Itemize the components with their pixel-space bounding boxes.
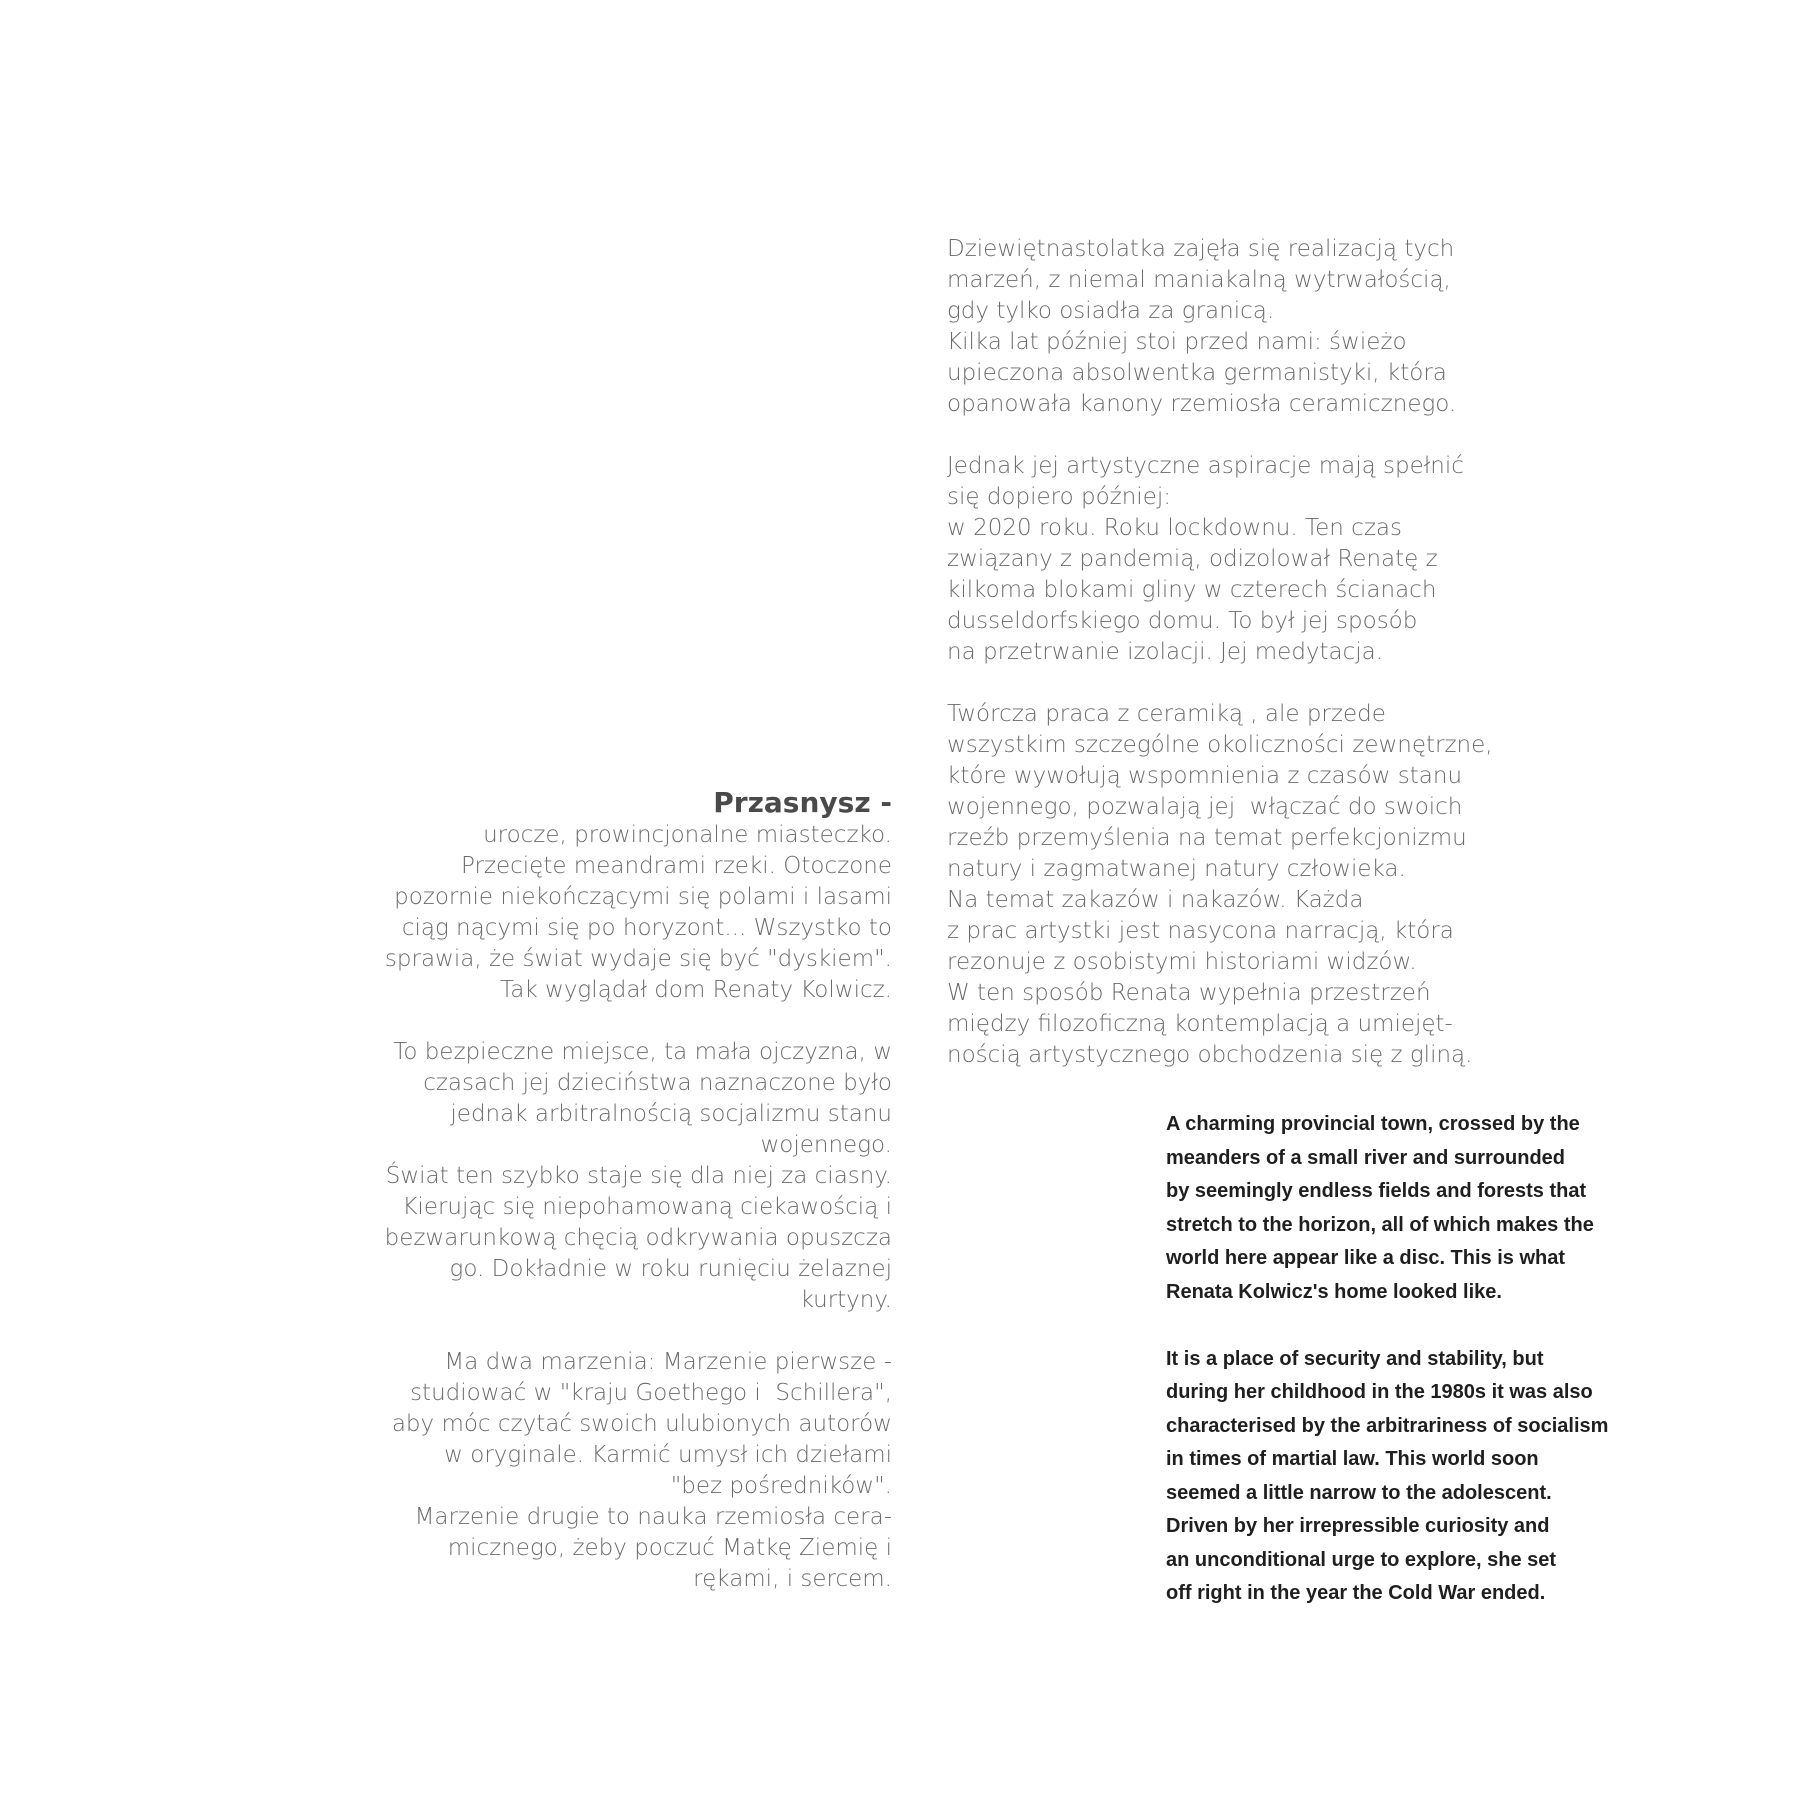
text-line: Twórcza praca z ceramiką , ale przede <box>947 701 1386 727</box>
text-line: To bezpieczne miejsce, ta mała ojczyzna, w <box>393 1039 892 1065</box>
text-line: W ten sposób Renata wypełnia przestrzeń <box>947 980 1431 1006</box>
paragraph-gap <box>340 1006 892 1037</box>
text-line: się dopiero później: <box>947 484 1171 510</box>
text-line: rzeźb przemyślenia na temat perfekcjonizmu <box>947 825 1467 851</box>
text-line: by seemingly endless fields and forests that <box>1166 1180 1587 1202</box>
text-line: kurtyny. <box>800 1287 892 1313</box>
text-line: marzeń, z niemal maniakalną wytrwałością, <box>947 267 1451 293</box>
text-line: Na temat zakazów i nakazów. Każda <box>947 887 1364 913</box>
text-line: Renata Kolwicz's home looked like. <box>1166 1280 1502 1303</box>
text-line: opanowała kanony rzemiosła ceramicznego. <box>947 391 1457 417</box>
text-line: z prac artystki jest nasycona narracją, która <box>947 918 1454 944</box>
text-line: an unconditional urge to explore, she set <box>1166 1548 1557 1571</box>
paragraph-gap <box>340 1316 892 1347</box>
text-line: w oryginale. Karmić umysł ich dziełami <box>444 1442 892 1468</box>
paragraph <box>1166 1108 1666 1309</box>
text-line: urocze, prowincjonalne miasteczko. <box>483 822 892 848</box>
paragraph <box>947 451 1567 668</box>
text-line: Świat ten szybko staje się dla niej za ciasny. <box>385 1163 892 1189</box>
text-line: między filozoficzną kontemplacją a umiejęt- <box>947 1011 1453 1037</box>
text-line: pozornie niekończącymi się polami i lasami <box>394 884 892 910</box>
text-line: upieczona absolwentka germanistyki, która <box>947 360 1447 386</box>
text-line: jednak arbitralnością socjalizmu stanu <box>450 1101 892 1127</box>
paragraph <box>340 820 892 1006</box>
text-line: Marzenie drugie to nauka rzemiosła cera- <box>414 1504 892 1530</box>
text-line: go. Dokładnie w roku runięciu żelaznej <box>449 1256 892 1282</box>
text-line: studiować w "kraju Goethego i Schillera", <box>410 1380 892 1406</box>
text-line: Driven by her irrepressible curiosity and <box>1166 1515 1550 1537</box>
paragraph-gap <box>1166 1309 1666 1343</box>
text-line: in times of martial law. This world soon <box>1166 1448 1539 1470</box>
paragraph-gap <box>947 668 1567 699</box>
paragraph <box>947 699 1567 1071</box>
paragraph <box>947 234 1567 420</box>
text-line: Przecięte meandrami rzeki. Otoczone <box>460 853 892 879</box>
paragraph-gap <box>947 420 1567 451</box>
text-line: czasach jej dzieciństwa naznaczone było <box>423 1070 892 1096</box>
text-line: Dziewiętnastolatka zajęła się realizacją tych <box>947 236 1455 262</box>
text-line: seemed a little narrow to the adolescent. <box>1166 1481 1552 1504</box>
text-line: nością artystycznego obchodzenia się z gliną. <box>947 1042 1473 1068</box>
text-line: wojennego. <box>760 1132 892 1158</box>
text-line: Kilka lat później stoi przed nami: świeżo <box>947 329 1407 355</box>
text-line: kilkoma blokami gliny w czterech ścianach <box>947 577 1437 603</box>
text-line: A charming provincial town, crossed by the <box>1166 1113 1580 1135</box>
text-line: ciąg nącymi się po horyzont... Wszystko to <box>401 915 892 941</box>
polish-text-column-middle <box>947 234 1567 1071</box>
polish-text-column-left <box>340 786 892 1595</box>
text-line: Kierując się niepohamowaną ciekawością i <box>402 1194 892 1220</box>
text-line: natury i zagmatwanej natury człowieka. <box>947 856 1406 882</box>
text-line: sprawia, że świat wydaje się być "dyskiem". <box>384 946 892 972</box>
text-line: wszystkim szczególne okoliczności zewnętrzne, <box>947 732 1493 758</box>
text-line: aby móc czytać swoich ulubionych autorów <box>391 1411 892 1437</box>
english-text-column <box>1166 1108 1666 1611</box>
text-line: meanders of a small river and surrounded <box>1166 1146 1566 1169</box>
paragraph <box>1166 1343 1666 1611</box>
paragraph <box>340 1037 892 1316</box>
text-line: dusseldorfskiego domu. To był jej sposób <box>947 608 1418 634</box>
text-line: w 2020 roku. Roku lockdownu. Ten czas <box>947 515 1402 541</box>
text-line: micznego, żeby poczuć Matkę Ziemię i <box>447 1535 892 1561</box>
paragraph <box>340 1347 892 1595</box>
text-line: na przetrwanie izolacji. Jej medytacja. <box>947 639 1384 665</box>
text-line: world here appear like a disc. This is what <box>1166 1247 1566 1269</box>
text-line: "bez pośredników". <box>670 1473 892 1499</box>
text-line: rezonuje z osobistymi historiami widzów. <box>947 949 1417 975</box>
text-line: off right in the year the Cold War ended. <box>1166 1582 1546 1604</box>
town-heading: Przasnysz - <box>713 786 892 819</box>
text-line: bezwarunkową chęcią odkrywania opuszcza <box>384 1225 892 1251</box>
text-line: rękami, i sercem. <box>693 1566 892 1592</box>
text-line: Tak wyglądał dom Renaty Kolwicz. <box>500 977 892 1003</box>
text-line: gdy tylko osiadła za granicą. <box>947 298 1275 324</box>
text-line: characterised by the arbitrariness of socialism <box>1166 1414 1609 1437</box>
text-line: związany z pandemią, odizolował Renatę z <box>947 546 1438 572</box>
text-line: stretch to the horizon, all of which makes the <box>1166 1213 1594 1236</box>
text-line: Ma dwa marzenia: Marzenie pierwsze - <box>444 1349 892 1375</box>
text-line: które wywołują wspomnienia z czasów stanu <box>947 763 1463 789</box>
text-line: Jednak jej artystyczne aspiracje mają spełnić <box>947 453 1464 479</box>
text-line: wojennego, pozwalają jej włączać do swoich <box>947 794 1463 820</box>
text-line: during her childhood in the 1980s it was also <box>1166 1381 1593 1403</box>
text-line: It is a place of security and stability, but <box>1166 1347 1544 1370</box>
